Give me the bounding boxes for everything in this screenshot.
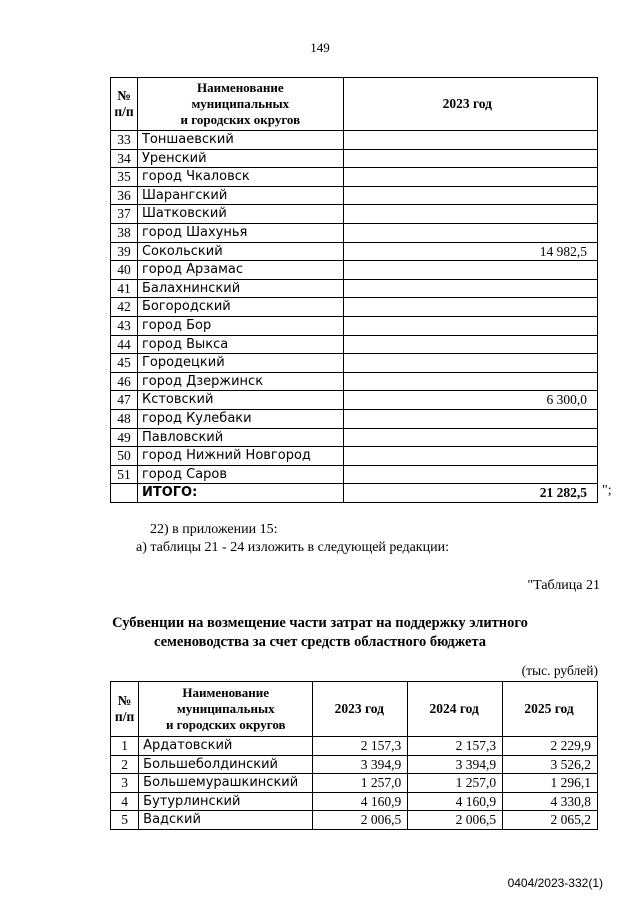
header-year-2023: 2023 год	[313, 682, 408, 737]
table-row	[111, 811, 598, 830]
row-name: Павловский	[137, 428, 343, 447]
row-name: город Чкаловск	[137, 168, 343, 187]
row-name: Балахнинский	[137, 279, 343, 298]
document-code: 0404/2023-332(1)	[507, 876, 603, 890]
row-value-2025: 4 330,8	[503, 792, 598, 811]
row-num: 38	[111, 223, 138, 242]
row-num: 2	[111, 755, 139, 774]
row-name: город Бор	[137, 316, 343, 335]
table-row	[111, 242, 598, 261]
row-num: 35	[111, 168, 138, 187]
row-num: 40	[111, 261, 138, 280]
row-name: Вадский	[139, 811, 313, 830]
row-value	[343, 354, 597, 373]
table-row	[111, 755, 598, 774]
row-name: город Нижний Новгород	[137, 447, 343, 466]
row-value	[343, 428, 597, 447]
row-num: 48	[111, 409, 138, 428]
row-value-2024: 1 257,0	[408, 774, 503, 793]
row-value-2024: 4 160,9	[408, 792, 503, 811]
row-num: 33	[111, 131, 138, 150]
table-row	[111, 391, 598, 410]
row-num: 36	[111, 186, 138, 205]
row-name: Большеболдинский	[139, 755, 313, 774]
row-value	[343, 186, 597, 205]
table-row	[111, 409, 598, 428]
table-row	[111, 261, 598, 280]
row-value	[343, 279, 597, 298]
table-row	[111, 223, 598, 242]
table-row	[111, 354, 598, 373]
row-name: город Выкса	[137, 335, 343, 354]
row-num: 45	[111, 354, 138, 373]
row-value	[343, 335, 597, 354]
row-value: 6 300,0	[343, 391, 597, 410]
row-name: Бутурлинский	[139, 792, 313, 811]
row-value-2023: 3 394,9	[313, 755, 408, 774]
row-value-2025: 3 526,2	[503, 755, 598, 774]
row-value	[343, 223, 597, 242]
table-row	[111, 792, 598, 811]
row-value	[343, 205, 597, 224]
row-num: 50	[111, 447, 138, 466]
row-num: 34	[111, 149, 138, 168]
row-name: город Шахунья	[137, 223, 343, 242]
header-year-2024: 2024 год	[408, 682, 503, 737]
row-num: 44	[111, 335, 138, 354]
row-num: 51	[111, 465, 138, 484]
row-name: Тоншаевский	[137, 131, 343, 150]
row-value-2025: 1 296,1	[503, 774, 598, 793]
row-value-2024: 2 157,3	[408, 737, 503, 756]
row-value	[343, 261, 597, 280]
row-name: город Арзамас	[137, 261, 343, 280]
row-num: 3	[111, 774, 139, 793]
row-value	[343, 298, 597, 317]
row-value-2023: 2 157,3	[313, 737, 408, 756]
table-header-row	[111, 78, 598, 131]
row-num: 43	[111, 316, 138, 335]
page-number: 149	[310, 40, 330, 55]
paragraph-subitem-a: а) таблицы 21 - 24 изложить в следующей редакции:	[136, 540, 449, 555]
table-21	[110, 681, 598, 830]
row-name: Городецкий	[137, 354, 343, 373]
row-value	[343, 372, 597, 391]
table-row	[111, 149, 598, 168]
row-name: Шарангский	[137, 186, 343, 205]
table-row	[111, 186, 598, 205]
row-value-2023: 1 257,0	[313, 774, 408, 793]
table-row	[111, 465, 598, 484]
header-name: Наименование муниципальных и городских округов	[137, 78, 343, 131]
total-label: ИТОГО:	[137, 484, 343, 503]
table-row	[111, 279, 598, 298]
table-title: Субвенции на возмещение части затрат на поддержку элитного семеноводства за счет средств областного бюджета	[112, 615, 528, 650]
header-name: Наименование муниципальных и городских округов	[139, 682, 313, 737]
row-name: Кстовский	[137, 391, 343, 410]
row-value-2024: 2 006,5	[408, 811, 503, 830]
header-year-2023: 2023 год	[343, 78, 597, 131]
table-row	[111, 298, 598, 317]
closing-quote: ";	[602, 483, 612, 498]
units-label: (тыс. рублей)	[521, 663, 598, 678]
table-reference: "Таблица 21	[527, 578, 600, 593]
row-value	[343, 168, 597, 187]
table-row	[111, 131, 598, 150]
row-name: Сокольский	[137, 242, 343, 261]
total-num	[111, 484, 138, 503]
row-name: Большемурашкинский	[139, 774, 313, 793]
header-year-2025: 2025 год	[503, 682, 598, 737]
row-num: 47	[111, 391, 138, 410]
table-header-row	[111, 682, 598, 737]
table-row	[111, 774, 598, 793]
row-name: город Саров	[137, 465, 343, 484]
row-value	[343, 131, 597, 150]
row-name: Шатковский	[137, 205, 343, 224]
subsidy-table-continued	[110, 77, 598, 503]
row-num: 49	[111, 428, 138, 447]
row-num: 5	[111, 811, 139, 830]
row-value	[343, 465, 597, 484]
table-row	[111, 372, 598, 391]
row-num: 39	[111, 242, 138, 261]
row-value: 14 982,5	[343, 242, 597, 261]
row-value	[343, 149, 597, 168]
row-value	[343, 447, 597, 466]
row-num: 37	[111, 205, 138, 224]
table-row	[111, 205, 598, 224]
table-row	[111, 447, 598, 466]
row-value-2023: 4 160,9	[313, 792, 408, 811]
row-num: 4	[111, 792, 139, 811]
row-value	[343, 409, 597, 428]
row-num: 46	[111, 372, 138, 391]
total-row	[111, 484, 598, 503]
table-row	[111, 428, 598, 447]
table-row	[111, 168, 598, 187]
row-name: Уренский	[137, 149, 343, 168]
row-num: 1	[111, 737, 139, 756]
table-row	[111, 316, 598, 335]
row-value-2025: 2 229,9	[503, 737, 598, 756]
row-name: Ардатовский	[139, 737, 313, 756]
row-name: город Кулебаки	[137, 409, 343, 428]
header-num: № п/п	[111, 682, 139, 737]
total-value: 21 282,5	[343, 484, 597, 503]
row-value	[343, 316, 597, 335]
row-num: 42	[111, 298, 138, 317]
header-num: № п/п	[111, 78, 138, 131]
row-value-2023: 2 006,5	[313, 811, 408, 830]
row-num: 41	[111, 279, 138, 298]
row-name: город Дзержинск	[137, 372, 343, 391]
row-name: Богородский	[137, 298, 343, 317]
row-value-2024: 3 394,9	[408, 755, 503, 774]
paragraph-item-22: 22) в приложении 15:	[150, 522, 278, 537]
table-row	[111, 335, 598, 354]
row-value-2025: 2 065,2	[503, 811, 598, 830]
table-row	[111, 737, 598, 756]
